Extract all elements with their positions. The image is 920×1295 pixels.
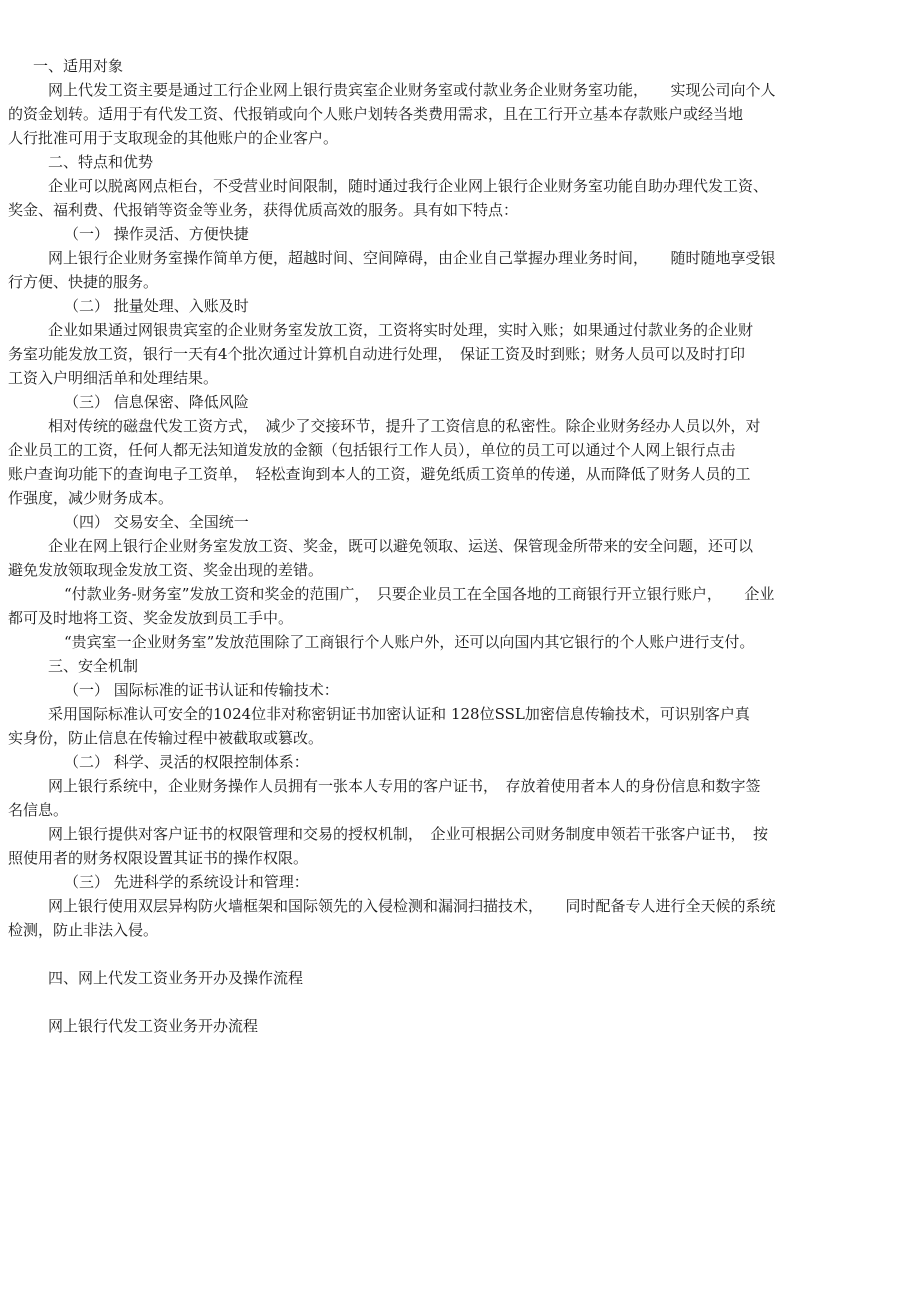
paragraph-line: 企业在网上银行企业财务室发放工资、奖金，既可以避免领取、运送、保管现金所带来的安全问题，还可以	[48, 537, 754, 555]
paragraph-line: 实身份，防止信息在传输过程中被截取或篡改。	[8, 729, 324, 747]
subheading: （四） 交易安全、全国统一	[64, 513, 249, 531]
paragraph-line: 企业员工的工资，任何人都无法知道发放的金额（包括银行工作人员），单位的员工可以通过个人网上银行点击	[8, 441, 736, 459]
paragraph-line: 网上银行提供对客户证书的权限管理和交易的授权机制， 企业可根据公司财务制度申领若干张客户证书， 按	[48, 825, 769, 843]
paragraph-line: 奖金、福利费、代报销等资金等业务，获得优质高效的服务。具有如下特点：	[8, 201, 519, 219]
subheading: （三） 信息保密、降低风险	[64, 393, 249, 411]
paragraph-line: 网上银行系统中，企业财务操作人员拥有一张本人专用的客户证书， 存放着使用者本人的身份信息和数字签	[48, 777, 761, 795]
paragraph-line: 企业如果通过网银贵宾室的企业财务室发放工资，工资将实时处理，实时入账；如果通过付款业务的企业财	[48, 321, 754, 339]
paragraph-line: 网上银行代发工资业务开办流程	[48, 1017, 259, 1035]
paragraph-line: 账户查询功能下的查询电子工资单， 轻松查询到本人的工资，避免纸质工资单的传递，从而降低了财务人员的工	[8, 465, 751, 483]
paragraph-line: 网上银行企业财务室操作简单方便，超越时间、空间障碍，由企业自己掌握办理业务时间， 随时随地享受银	[48, 249, 776, 267]
subheading: （二） 批量处理、入账及时	[64, 297, 249, 315]
paragraph-line: 都可及时地将工资、奖金发放到员工手中。	[8, 609, 294, 627]
subheading: （一） 操作灵活、方便快捷	[64, 225, 249, 243]
paragraph-line: 相对传统的磁盘代发工资方式， 减少了交接环节，提升了工资信息的私密性。除企业财务经办人员以外，对	[48, 417, 761, 435]
paragraph-line: 检测，防止非法入侵。	[8, 921, 159, 939]
paragraph-line: 采用国际标准认可安全的1024位非对称密钥证书加密认证和 128位SSL加密信息传输技术，可识别客户真	[48, 705, 750, 723]
heading-section-3: 三、安全机制	[48, 657, 139, 675]
heading-section-1: 一、适用对象	[33, 57, 124, 75]
paragraph-line: 企业可以脱离网点柜台，不受营业时间限制，随时通过我行企业网上银行企业财务室功能自助办理代发工资、	[48, 177, 769, 195]
paragraph-line: “贵宾室一企业财务室”发放范围除了工商银行个人账户外，还可以向国内其它银行的个人账户进行支付。	[64, 633, 755, 651]
subheading: （一） 国际标准的证书认证和传输技术：	[64, 681, 339, 699]
paragraph-line: “付款业务-财务室”发放工资和奖金的范围广， 只要企业员工在全国各地的工商银行开立银行账户， 企业	[64, 585, 775, 603]
subheading: （二） 科学、灵活的权限控制体系：	[64, 753, 309, 771]
paragraph-line: 照使用者的财务权限设置其证书的操作权限。	[8, 849, 309, 867]
paragraph-line: 工资入户明细活单和处理结果。	[8, 369, 219, 387]
heading-section-4: 四、网上代发工资业务开办及操作流程	[48, 969, 304, 987]
paragraph-line: 人行批准可用于支取现金的其他账户的企业客户。	[8, 129, 339, 147]
paragraph-line: 行方便、快捷的服务。	[8, 273, 159, 291]
paragraph-line: 避免发放领取现金发放工资、奖金出现的差错。	[8, 561, 324, 579]
paragraph-line: 务室功能发放工资，银行一天有4个批次通过计算机自动进行处理， 保证工资及时到账；财务人员可以及时打印	[8, 345, 746, 363]
paragraph-line: 网上代发工资主要是通过工行企业网上银行贵宾室企业财务室或付款业务企业财务室功能， 实现公司向个人	[48, 81, 776, 99]
paragraph-line: 网上银行使用双层异构防火墙框架和国际领先的入侵检测和漏洞扫描技术， 同时配备专人进行全天候的系统	[48, 897, 776, 915]
subheading: （三） 先进科学的系统设计和管理：	[64, 873, 309, 891]
paragraph-line: 名信息。	[8, 801, 69, 819]
heading-section-2: 二、特点和优势	[48, 153, 154, 171]
paragraph-line: 作强度，减少财务成本。	[8, 489, 174, 507]
paragraph-line: 的资金划转。适用于有代发工资、代报销或向个人账户划转各类费用需求，且在工行开立基本存款账户或经当地	[8, 105, 744, 123]
